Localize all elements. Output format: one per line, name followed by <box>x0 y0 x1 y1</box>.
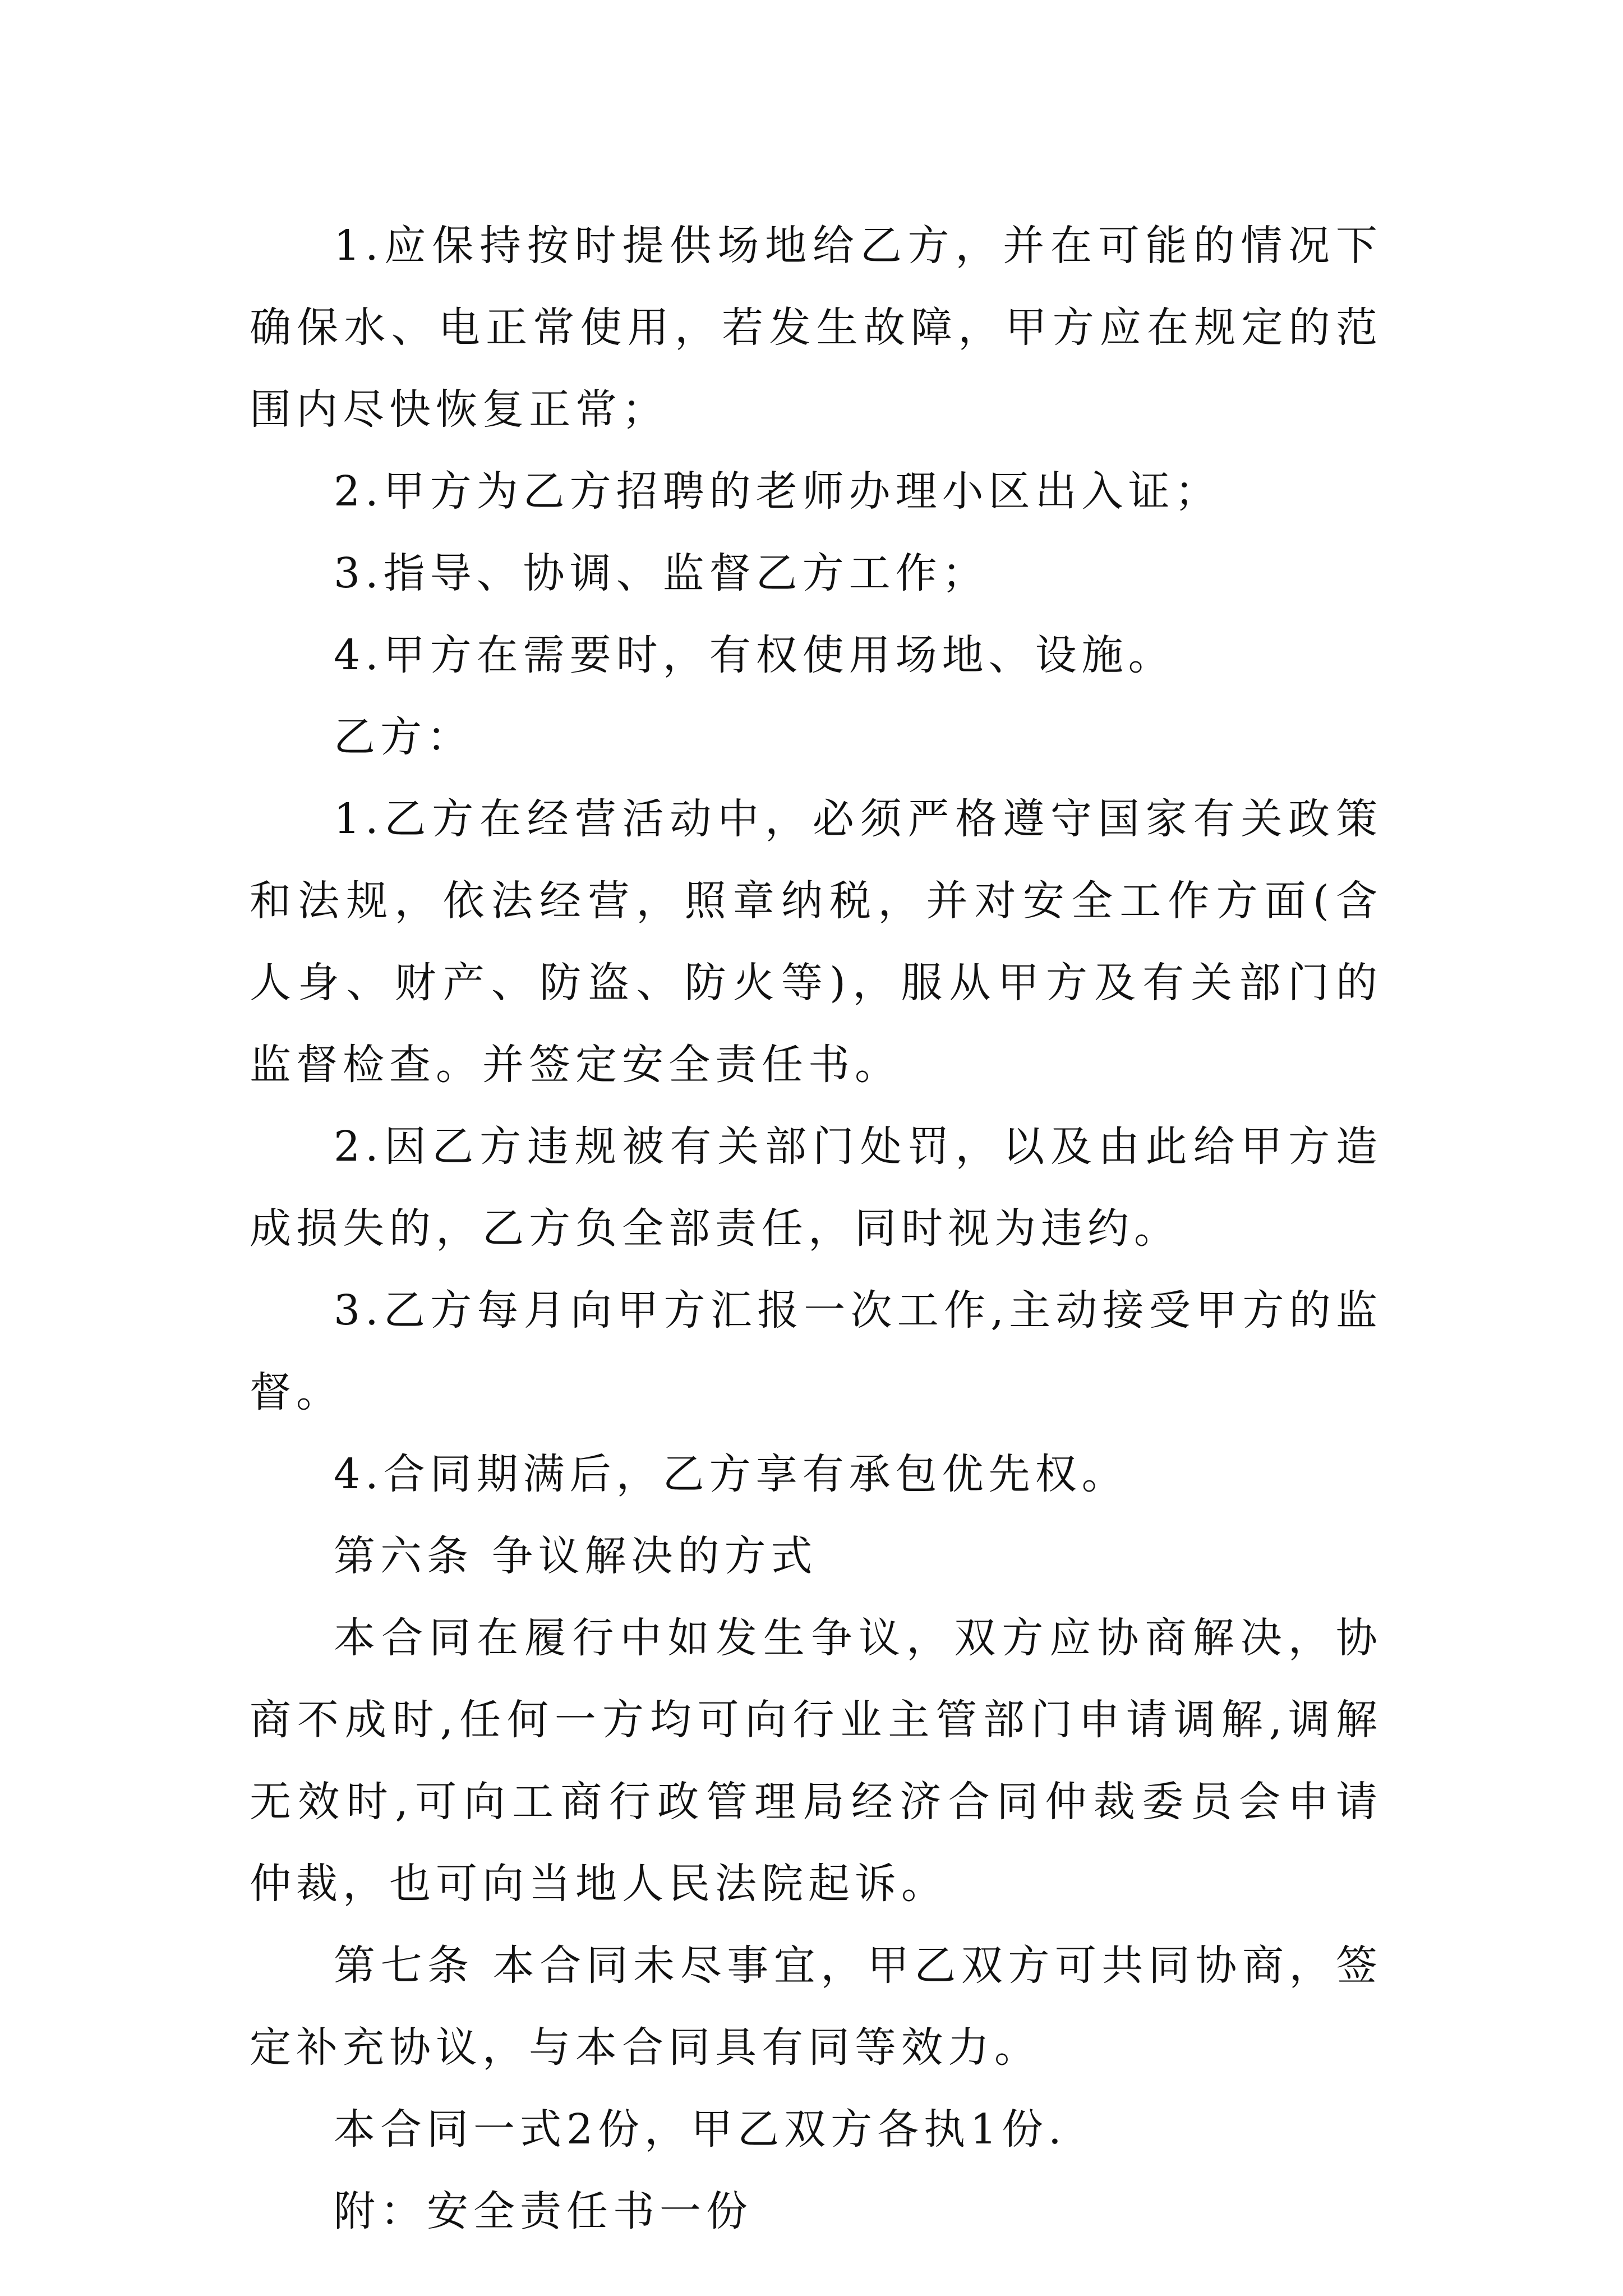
paragraph-party-b-item-4: 4.合同期满后，乙方享有承包优先权。 <box>334 1450 1128 1498</box>
paragraph-party-a-item-4: 4.甲方在需要时，有权使用场地、设施。 <box>334 631 1175 679</box>
paragraph-party-b-heading: 乙方： <box>334 713 473 761</box>
attachment-note: 附：安全责任书一份 <box>334 2187 753 2235</box>
copies-clause: 本合同一式2份，甲乙双方各执1份. <box>334 2105 1067 2154</box>
article-6-heading: 第六条 争议解决的方式 <box>334 1532 818 1580</box>
paragraph-party-a-item-2: 2.甲方为乙方招聘的老师办理小区出入证； <box>334 467 1221 516</box>
paragraph-party-a-item-1: 1.应保持按时提供场地给乙方，并在可能的情况下确保水、电正常使用，若发生故障，甲方应在规定的范围内尽快恢复正常； <box>250 222 1382 434</box>
article-6-body: 本合同在履行中如发生争议，双方应协商解决，协商不成时,任何一方均可向行业主管部门申请调解,调解无效时,可向工商行政管理局经济合同仲裁委员会申请仲裁，也可向当地人民法院起诉。 <box>250 1614 1382 1908</box>
paragraph-party-a-item-3: 3.指导、协调、监督乙方工作； <box>334 549 989 597</box>
document-body <box>250 205 1382 2252</box>
paragraph-party-b-item-2: 2.因乙方违规被有关部门处罚，以及由此给甲方造成损失的，乙方负全部责任，同时视为违约。 <box>250 1122 1382 1253</box>
article-7-body: 第七条 本合同未尽事宜，甲乙双方可共同协商，签定补充协议，与本合同具有同等效力。 <box>250 1941 1382 2072</box>
paragraph-party-b-item-1: 1.乙方在经营活动中，必须严格遵守国家有关政策和法规，依法经营，照章纳税，并对安全工作方面(含人身、财产、防盗、防火等)，服从甲方及有关部门的监督检查。并签定安全责任书。 <box>250 795 1382 1089</box>
paragraph-party-b-item-3: 3.乙方每月向甲方汇报一次工作,主动接受甲方的监督。 <box>250 1286 1382 1416</box>
